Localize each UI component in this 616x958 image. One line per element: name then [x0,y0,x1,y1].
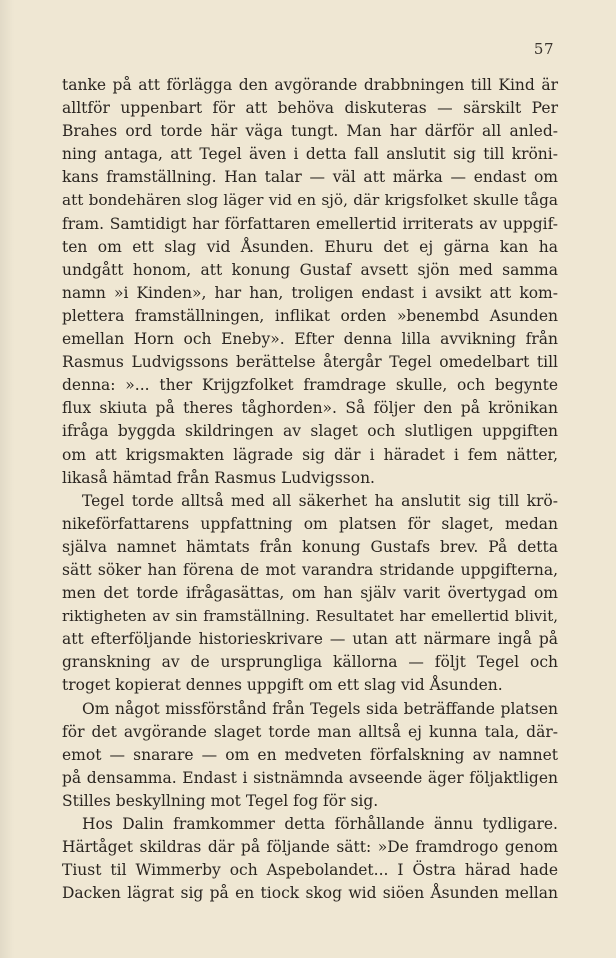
text-line: ning antaga, att Tegel även i detta fall anslutit sig till kröni- [62,145,558,164]
text-line: granskning av de ursprungliga källorna — följt Tegel och [62,653,558,672]
text-line: Dacken lägrat sig på en tiock skog wid siöen Åsunden mellan [62,884,558,903]
text-line: om att krigsmakten lägrade sig där i häradet i fem nätter, [62,445,558,464]
text-line: att efterföljande historieskrivare — utan att närmare ingå på [62,630,558,649]
text-line: likaså hämtad från Rasmus Ludvigsson. [62,468,375,487]
text-line: tanke på att förlägga den avgörande drabbningen till Kind är [62,76,558,94]
text-line: Rasmus Ludvigssons berättelse återgår Tegel omedelbart till [62,353,558,372]
text-line: fram. Samtidigt har författaren emellertid irriterats av uppgif- [62,214,558,233]
text-line: namn »i Kinden», har han, troligen endast i avsikt att kom- [62,283,558,302]
text-line: emellan Horn och Eneby». Efter denna lilla avvikning från [62,330,558,349]
text-line: Tiust til Wimmerby och Aspebolandet... I Östra härad hade [62,861,558,880]
text-line: Hos Dalin framkommer detta förhållande ännu tydligare. [82,815,558,833]
text-line: Härtåget skildras där på följande sätt: »De framdrogo genom [62,838,558,857]
text-line: men det torde ifrågasättas, om han själv varit övertygad om [62,584,558,603]
text-line: flux skiuta på theres tåghorden». Så följer den på krönikan [62,399,558,418]
text-line: sätt söker han förena de mot varandra stridande uppgifterna, [62,560,558,579]
page-number: 57 [533,40,554,58]
text-line: nikeförfattarens uppfattning om platsen för slaget, medan [62,514,558,533]
text-line: denna: »... ther Krijgzfolket framdrage skulle, och begynte [62,376,558,395]
text-line: ifråga byggda skildringen av slaget och slutligen uppgiften [62,422,558,441]
page-fold-shadow [0,0,14,958]
text-line: på densamma. Endast i sistnämnda avseende äger följaktligen [62,768,558,787]
text-line: Brahes ord torde här väga tungt. Man har därför all anled- [62,122,558,141]
text-line: Tegel torde alltså med all säkerhet ha anslutit sig till krö- [82,491,558,510]
text-line: troget kopierat dennes uppgift om ett slag vid Åsunden. [62,676,503,695]
text-line: alltför uppenbart för att behöva diskuteras — särskilt Per [62,99,558,118]
text-line: ten om ett slag vid Åsunden. Ehuru det ej gärna kan ha [62,237,558,256]
text-line: att bondehären slog läger vid en sjö, där krigsfolket skulle tåga [62,191,558,210]
text-line: för det avgörande slaget torde man alltså ej kunna tala, där- [62,722,558,741]
text-line: själva namnet hämtats från konung Gustafs brev. På detta [62,537,558,556]
text-line: riktigheten av sin framställning. Resultatet har emellertid blivit, [62,607,558,626]
text-line: kans framställning. Han talar — väl att märka — endast om [62,168,558,187]
text-line: Om något missförstånd från Tegels sida beträffande platsen [82,699,558,718]
body-text [62,74,558,905]
text-line: undgått honom, att konung Gustaf avsett sjön med samma [62,260,558,279]
text-line: Stilles beskyllning mot Tegel fog för sig. [62,791,379,810]
text-line: emot — snarare — om en medveten förfalskning av namnet [62,745,558,764]
text-line: plettera framställningen, inflikat orden »benembd Asunden [62,306,558,325]
